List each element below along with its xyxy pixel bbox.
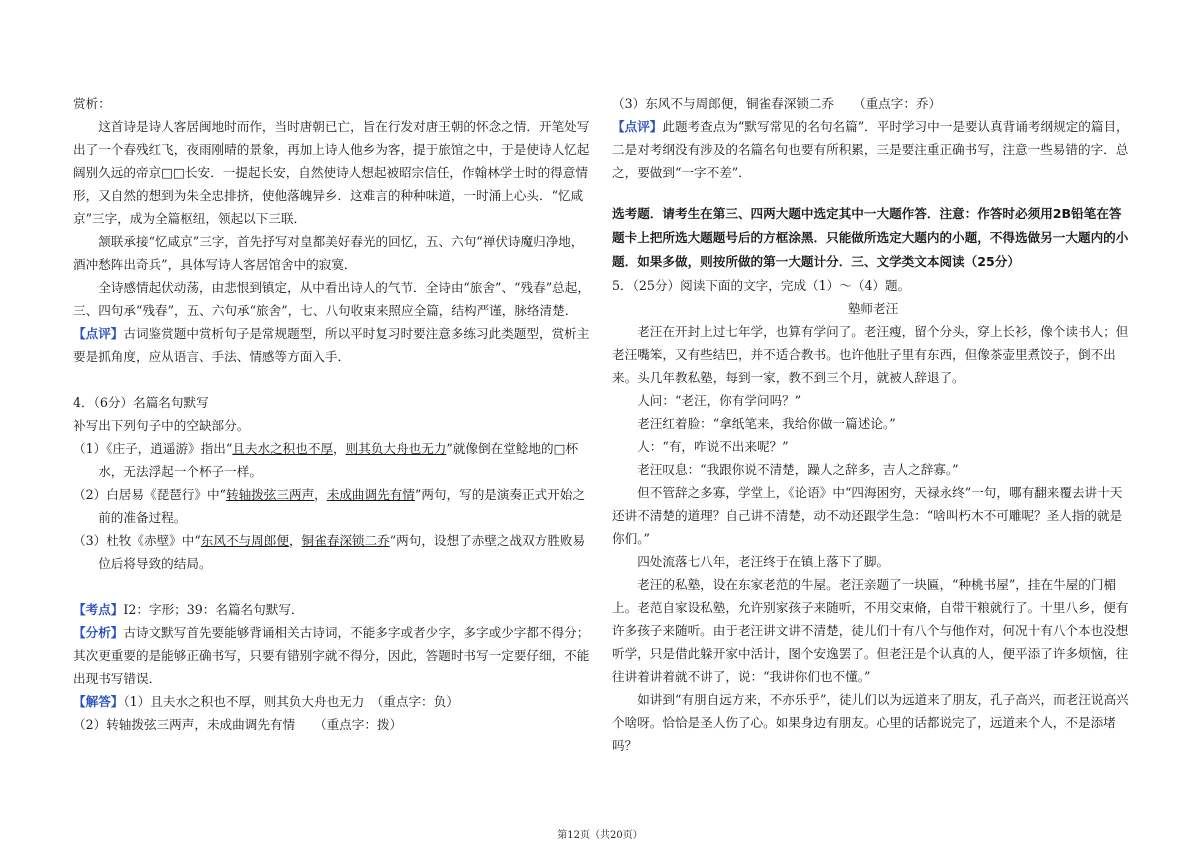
left-column (73, 92, 595, 736)
comment-text: 古词鉴赏题中赏析句子是常规题型，所以平时复习时要注意多练习此类题型，赏析主要是抓角度，应从语言、手法、情感等方面入手． (73, 326, 590, 364)
item-3-suffix: ”两句，设想了赤壁之战双方胜败易位后将导致的结局。 (98, 533, 586, 571)
jieda-line-3: （3）东风不与周郎便，铜雀春深锁二乔 （重点字：乔） (612, 96, 942, 111)
answer-blank: 铜雀春深锁二乔 (301, 533, 390, 548)
answer-blank: 未成曲调先有情 (326, 487, 415, 502)
appreciation-paragraph-3: 全诗感情起伏动荡，由悲恨到镇定，从中看出诗人的气节．全诗由“旅舍”、“残春”总起，三、四句承“残春”，五、六句承“旅舍”，七、八句收束来照应全篇，结构严谨，脉络清楚． (73, 280, 590, 318)
item-1-suffix: ”就像倒在堂鲶地的□杯水，无法浮起一个杯子一样。 (98, 441, 579, 479)
separator: ， (314, 487, 327, 502)
story-paragraph-7: 四处流落七八年，老汪终于在镇上落下了脚。 (637, 554, 890, 569)
separator: ， (288, 533, 302, 548)
separator: ， (333, 441, 346, 456)
item-1-prefix: （1）《庄子，逍遥游》指出“ (73, 441, 233, 456)
question-4-item-2 (73, 483, 595, 529)
comment-tag: 【点评】 (73, 326, 124, 341)
page-footer: 第12页（共20页） (557, 830, 643, 841)
story-paragraph-1: 老汪在开封上过七年学，也算有学问了。老汪瘦，留个分头，穿上长衫，像个读书人；但老汪嘴笨，又有些结巴，并不适合教书。也许他肚子里有东西，但像茶壶里煮饺子，倒不出来。头几年教私塾，每到一家，教不到三个月，就被人辞退了。 (612, 324, 1129, 385)
question-4-item-1 (73, 437, 595, 483)
fenxi-tag: 【分析】 (73, 625, 124, 640)
dianping-block (612, 115, 1134, 184)
story-title: 塾师老汪 (847, 301, 899, 316)
story-paragraph-6: 但不管辞之多寡，学堂上，《论语》中“四海困穷，天禄永终”一句，哪有翻来覆去讲十天还讲不清楚的道理？自己讲不清楚，动不动还跟学生急：“啥叫朽木不可雕呢？圣人指的就是你们。” (612, 485, 1123, 546)
dianping-tag: 【点评】 (612, 119, 663, 134)
elective-instructions: 选考题．请考生在第三、四两大题中选定其中一大题作答．注意：作答时必须用2B铅笔在答题卡上把所选大题题号后的方框涂黑．只能做所选定大题内的小题，不得选做另一大题内的小题．如果多做，则按所做的第一大题计分．三、文学类文本阅读（25分） (612, 206, 1129, 269)
story-paragraph-8: 老汪的私塾，设在东家老范的牛屋。老汪亲题了一块匾，“种桃书屋”，挂在牛屋的门楣上。老范自家设私塾，允许别家孩子来随听，不用交束脩，自带干粮就行了。十里八乡，便有许多孩子来随听。由于老汪讲文讲不清楚，徒儿们十有八个与他作对，何况十有八个本也没想听学，只是借此躲开家中活计，图个安逸罢了。但老汪是个认真的人，便平添了许多烦恼，往往讲着讲着就不讲了，说：“我讲你们也不懂。” (612, 577, 1129, 684)
appreciation-paragraph-1: 这首诗是诗人客居闽地时而作，当时唐朝已亡，旨在行发对唐王朝的怀念之情．开笔处写出了一个春残红飞，夜雨刚晴的景象，再加上诗人他乡为客，提于旅馆之中，于是使诗人忆起阔别久远的帝京□□长安．一提起长安，自然使诗人想起被昭宗信任，作翰林学士时的得意情形，又自然的想到为朱全忠排挤，使他落魄异乡．这难言的种种味道，一时涌上心头．“忆咸京”三字，成为全篇枢纽，领起以下三联． (73, 119, 590, 226)
appreciation-paragraph-2: 颔联承接“忆咸京”三字，首先抒写对皇都美好春光的回忆，五、六句“禅伏诗魔归净地，酒冲愁阵出奇兵”，具体写诗人客居馆舍中的寂寞． (73, 234, 584, 272)
right-column (612, 92, 1134, 757)
answer-blank: 则其负大舟也无力 (345, 441, 447, 456)
jieda-block (73, 690, 595, 713)
kaodian-text: I2：字形；39：名篇名句默写． (123, 602, 304, 617)
question-5-title: 5．（25分）阅读下面的文字，完成（1）～（4）题。 (612, 278, 911, 293)
appreciation-heading: 赏析： (73, 96, 111, 111)
jieda-line-2: （2）转轴拨弦三两声，未成曲调先有情 （重点字：拨） (73, 717, 403, 732)
kaodian-tag: 【考点】 (73, 602, 124, 617)
dianping-text: 此题考查点为“默写常见的名句名篇”．平时学习中一是要认真背诵考纲规定的篇目，二是对考纲没有涉及的名篇名句也要有所积累，三是要注重正确书写，注意一些易错的字．总之，要做到“一字不差”． (612, 119, 1129, 180)
comment-block (73, 322, 595, 368)
answer-blank: 且夫水之积也不厚 (232, 441, 334, 456)
story-paragraph-5: 老汪叹息：“我跟你说不清楚，躁人之辞多，吉人之辞寡。” (637, 462, 959, 477)
jieda-line-1: （1）且夫水之积也不厚，则其负大舟也无力 （重点字：负） (123, 694, 459, 709)
fenxi-block (73, 621, 595, 690)
story-paragraph-2: 人问：“老汪，你有学问吗？” (637, 393, 802, 408)
question-4-intro: 补写出下列句子中的空缺部分。 (73, 418, 250, 433)
answer-blank: 转轴拨弦三两声 (225, 487, 315, 502)
answer-blank: 东风不与周郎便 (200, 533, 289, 548)
item-2-prefix: （2）白居易《琵琶行》中“ (73, 487, 226, 502)
story-paragraph-4: 人：“有，咋说不出来呢？” (637, 439, 789, 454)
question-4-item-3 (73, 529, 595, 575)
story-paragraph-3: 老汪红着脸：“拿纸笔来，我给你做一篇述论。” (637, 416, 896, 431)
jieda-tag: 【解答】 (73, 694, 124, 709)
question-4-title: 4．（6分）名篇名句默写 (73, 395, 209, 410)
fenxi-text: 古诗文默写首先要能够背诵相关古诗词，不能多字或者少字，多字或少字都不得分；其次更重要的是能够正确书写，只要有错别字就不得分，因此，答题时书写一定要仔细，不能出现书写错误． (73, 625, 590, 686)
kaodian-block (73, 598, 595, 621)
item-2-suffix: ”两句，写的是演奏正式开始之前的准备过程。 (98, 487, 586, 525)
story-paragraph-9: 如讲到“有朋自远方来，不亦乐乎”，徒儿们以为远道来了朋友，孔子高兴，而老汪说高兴个啥呀。恰恰是圣人伤了心。如果身边有朋友。心里的话都说完了，远道来个人，不是添堵吗？ (612, 692, 1129, 753)
item-3-prefix: （3）杜牧《赤壁》中“ (73, 533, 201, 548)
